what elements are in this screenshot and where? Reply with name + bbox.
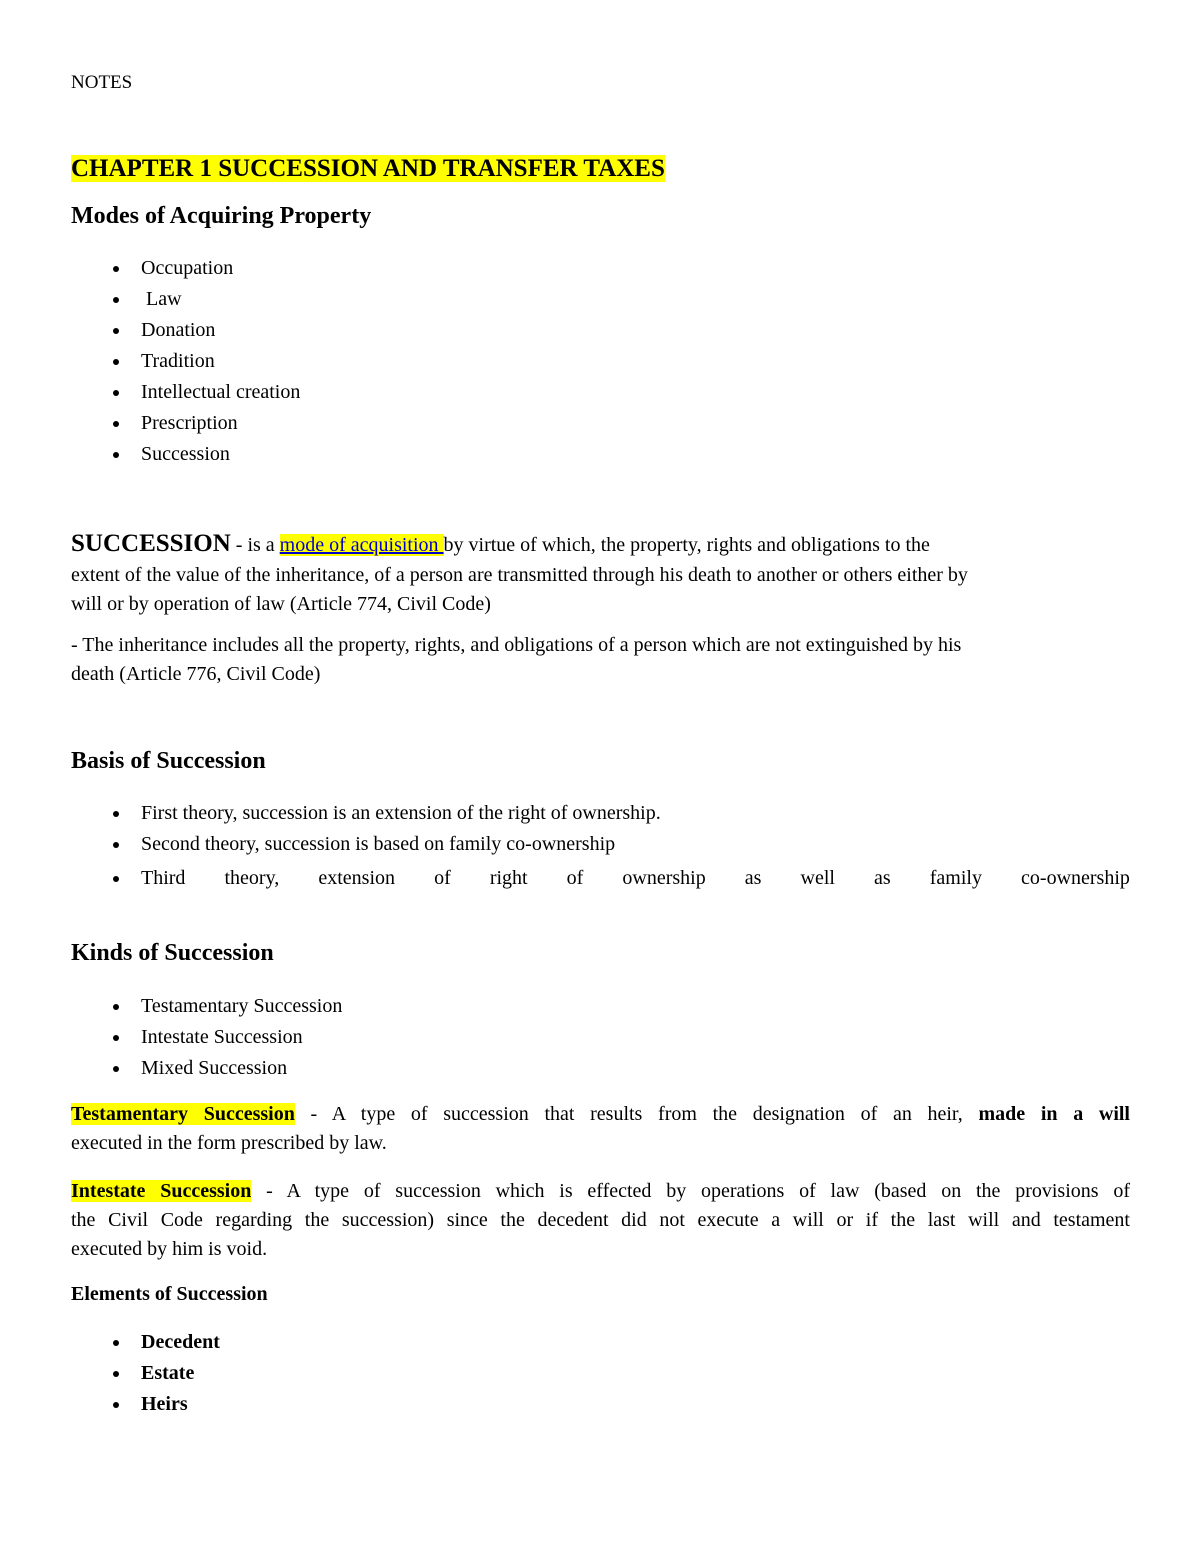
list-item: Donation xyxy=(71,315,300,346)
testamentary-text1: - A type of succession that results from the designation of an heir, xyxy=(294,1103,979,1125)
word: of xyxy=(434,867,451,889)
word: as xyxy=(874,867,891,889)
intestate-text3: executed by him is void. xyxy=(71,1238,268,1260)
inheritance-line2: death (Article 776, Civil Code) xyxy=(71,663,321,685)
list-item: Decedent xyxy=(71,1327,220,1358)
basis-third-list xyxy=(71,863,1130,894)
succession-line1-rest: by virtue of which, the property, rights and obligations to the xyxy=(443,534,930,556)
word: Third xyxy=(141,867,186,889)
inheritance-line1: - The inheritance includes all the property, rights, and obligations of a person which are not extinguished by his xyxy=(71,634,962,656)
word: well xyxy=(800,867,835,889)
list-item: Intellectual creation xyxy=(71,377,300,408)
word: ownership xyxy=(622,867,706,889)
list-item: Heirs xyxy=(71,1389,220,1420)
chapter-title-text: CHAPTER 1 SUCCESSION AND TRANSFER TAXES xyxy=(71,155,665,182)
list-item: Testamentary Succession xyxy=(71,991,342,1022)
basis-list xyxy=(71,798,661,860)
list-item: Estate xyxy=(71,1358,220,1389)
succession-line3: will or by operation of law (Article 774, Civil Code) xyxy=(71,593,491,615)
testamentary-text2: executed in the form prescribed by law. xyxy=(71,1132,387,1154)
word: co-ownership xyxy=(1021,867,1130,889)
list-item: Law xyxy=(71,284,300,315)
word: of xyxy=(566,867,584,889)
word: theory, xyxy=(224,867,280,889)
intestate-text2: the Civil Code regarding the succession) since the decedent did not execute a will or if the last will and testament xyxy=(71,1209,1130,1231)
list-item: Second theory, succession is based on family co-ownership xyxy=(71,829,661,860)
list-item: Mixed Succession xyxy=(71,1053,342,1084)
word: as xyxy=(744,867,762,889)
basis-heading: Basis of Succession xyxy=(71,748,266,774)
list-item-third-theory xyxy=(71,863,1130,894)
succession-definition xyxy=(71,528,1130,619)
elements-heading: Elements of Succession xyxy=(71,1283,268,1305)
succession-line2: extent of the value of the inheritance, of a person are transmitted through his death to another or others either by xyxy=(71,564,968,586)
mode-of-acquisition-link[interactable]: mode of acquisition xyxy=(279,534,444,556)
notes-label: NOTES xyxy=(71,72,133,93)
succession-lead: - is a xyxy=(230,534,280,556)
list-item: Intestate Succession xyxy=(71,1022,342,1053)
testamentary-definition xyxy=(71,1100,1130,1158)
word: extension xyxy=(318,867,396,889)
intestate-definition xyxy=(71,1177,1130,1264)
intestate-term: Intestate Succession xyxy=(71,1180,252,1202)
inheritance-note xyxy=(71,631,1130,689)
succession-term: SUCCESSION xyxy=(71,530,231,557)
list-item: Succession xyxy=(71,439,300,470)
modes-heading: Modes of Acquiring Property xyxy=(71,203,372,229)
elements-list xyxy=(71,1327,220,1420)
kinds-list xyxy=(71,991,342,1084)
modes-list xyxy=(71,253,300,470)
testamentary-term: Testamentary Succession xyxy=(71,1103,295,1125)
list-item: Prescription xyxy=(71,408,300,439)
chapter-title xyxy=(71,154,665,184)
list-item: First theory, succession is an extension of the right of ownership. xyxy=(71,798,661,829)
kinds-heading: Kinds of Succession xyxy=(71,940,274,966)
word: family xyxy=(929,867,982,889)
list-item: Occupation xyxy=(71,253,300,284)
word: right xyxy=(489,867,528,889)
intestate-text1: - A type of succession which is effected by operations of law (based on the provisions of xyxy=(251,1180,1131,1202)
testamentary-bold: made in a will xyxy=(978,1103,1130,1125)
list-item: Tradition xyxy=(71,346,300,377)
